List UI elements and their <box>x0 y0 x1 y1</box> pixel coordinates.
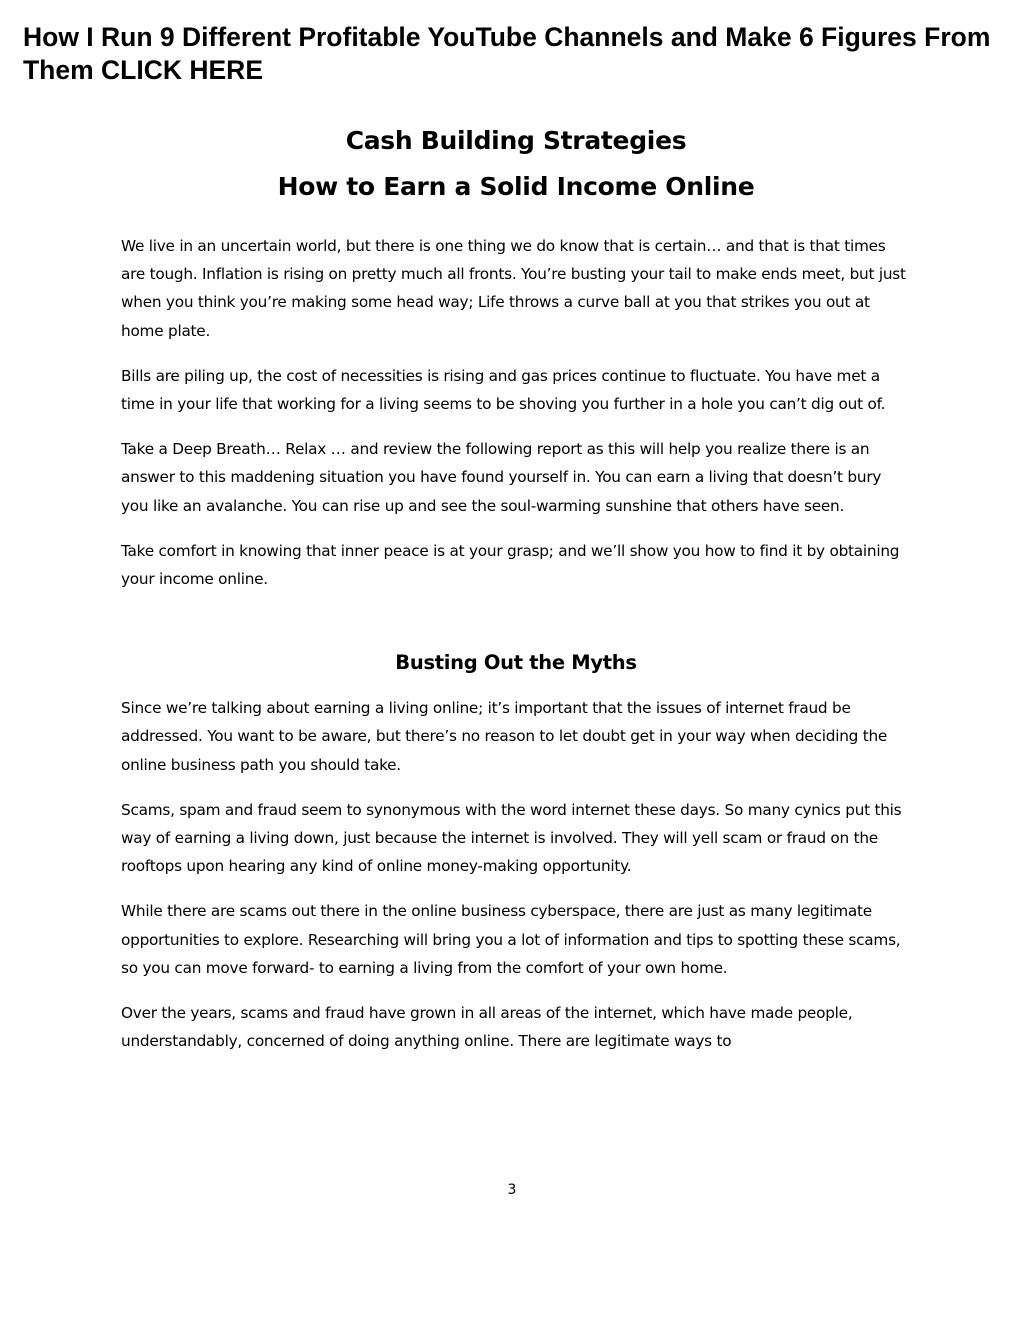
document-subtitle: How to Earn a Solid Income Online <box>277 172 755 201</box>
intro-paragraph: Take comfort in knowing that inner peace is at your grasp; and we’ll show you how to find it by obtaining your income online. <box>121 541 900 589</box>
page-number: 3 <box>507 1182 517 1198</box>
intro-paragraph: Bills are piling up, the cost of necessities is rising and gas prices continue to fluctuate. You have met a time in your life that working for a living seems to be shoving you further in a hole you can’t dig out of. <box>121 366 886 414</box>
section-paragraph: Over the years, scams and fraud have grown in all areas of the internet, which have made people, understandably, concerned of doing anything online. There are legitimate ways to <box>121 1004 853 1051</box>
section-paragraph: Since we’re talking about earning a living online; it’s important that the issues of internet fraud be addressed. You want to be aware, but there’s no reason to let doubt get in your way when deciding the online business path you should take. <box>121 699 888 774</box>
document-title: Cash Building Strategies <box>345 126 687 155</box>
document-body <box>121 118 911 1072</box>
section-heading: Busting Out the Myths <box>395 651 637 675</box>
section-paragraph: Scams, spam and fraud seem to synonymous with the word internet these days. So many cynics put this way of earning a living down, just because the internet is involved. They will yell scam or fraud on the rooftops upon hearing any kind of online money-making opportunity. <box>121 800 902 876</box>
section-paragraph: While there are scams out there in the online business cyberspace, there are just as many legitimate opportunities to explore. Researching will bring you a lot of information and tips to spotting these scams, so you can move forward- to earning a living from the comfort of your own home. <box>121 902 901 977</box>
intro-paragraph: We live in an uncertain world, but there is one thing we do know that is certain… and that is that times are tough. Inflation is rising on pretty much all fronts. You’re busting your tail to make ends meet, but just when you think you’re making some head way; Life throws a curve ball at you that strikes you out at home plate. <box>121 237 906 340</box>
intro-paragraph: Take a Deep Breath… Relax … and review the following report as this will help you realize there is an answer to this maddening situation you have found yourself in. You can earn a living that doesn’t bury you like an avalanche. You can rise up and see the soul-warming sunshine that others have seen. <box>121 440 882 515</box>
promo-banner-link[interactable]: How I Run 9 Different Profitable YouTube Channels and Make 6 Figures From Them CLICK HERE <box>23 22 991 85</box>
